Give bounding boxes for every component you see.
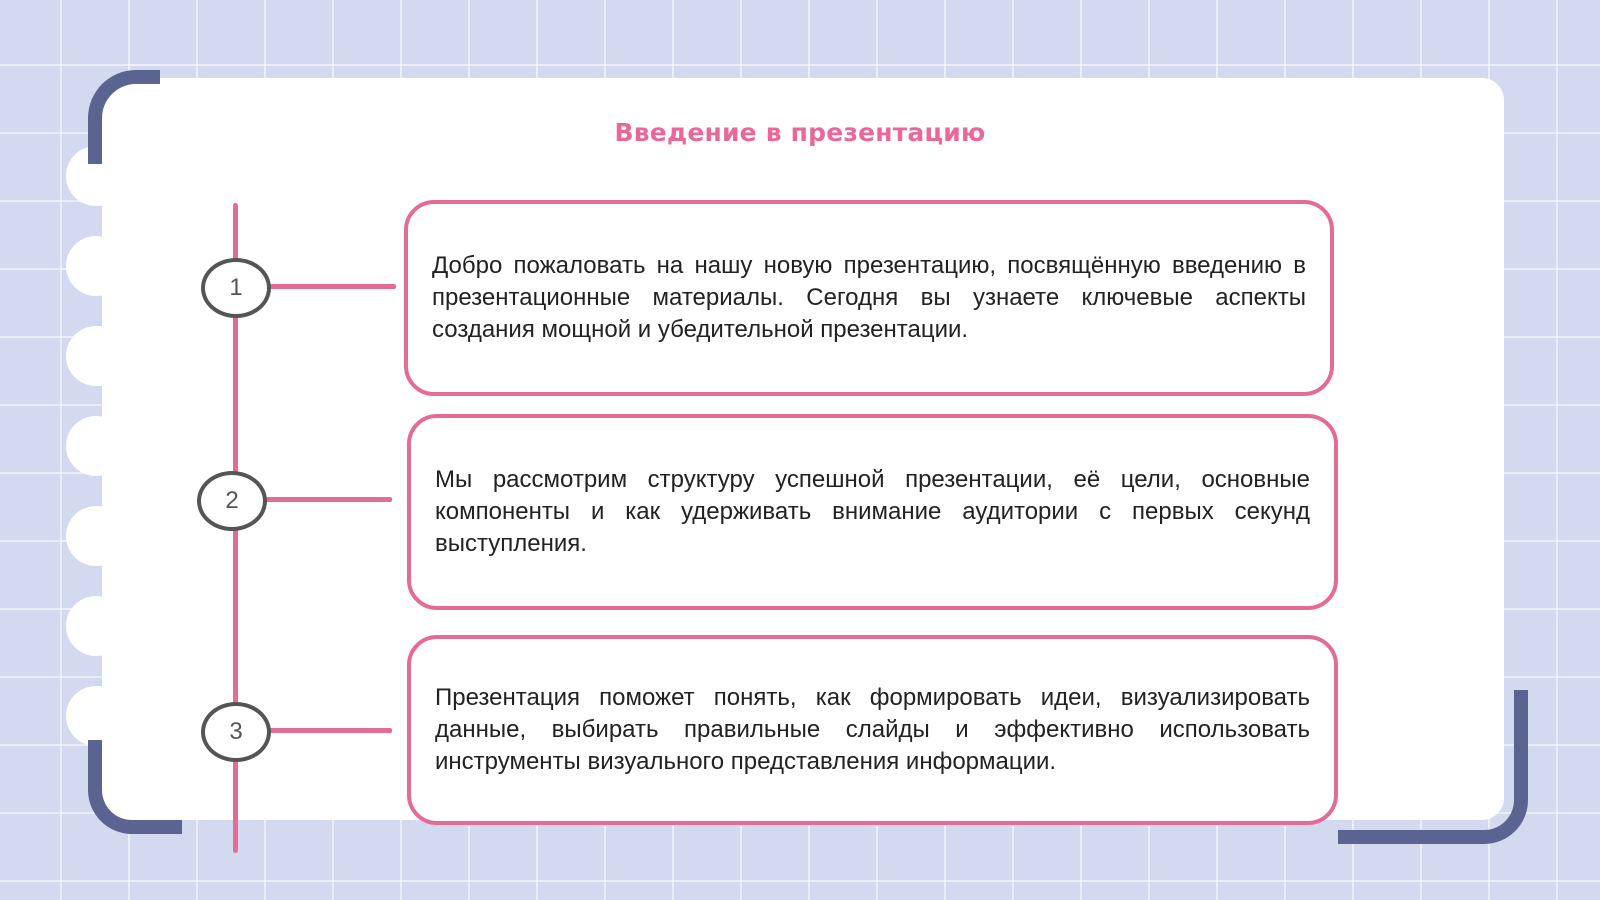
step-marker-3	[201, 702, 271, 762]
timeline-connector	[262, 497, 392, 502]
step-number: 2	[225, 487, 239, 514]
timeline-connector	[266, 284, 396, 289]
step-marker-1	[201, 258, 271, 318]
corner-bracket-bottom-left	[88, 740, 182, 834]
timeline-connector	[266, 728, 392, 733]
step-text: Мы рассмотрим структуру успешной презентации, её цели, основные компоненты и как удерживать внимание аудитории с первых секунд выступления.	[435, 466, 1310, 557]
step-textbox-3	[407, 635, 1338, 825]
slide-title: Введение в презентацию	[614, 118, 986, 147]
corner-bracket-top-left	[88, 70, 160, 164]
step-number: 1	[229, 274, 243, 301]
step-marker-2	[197, 471, 267, 531]
step-textbox-2	[407, 414, 1338, 610]
corner-bracket-bottom-right	[1338, 690, 1528, 844]
step-number: 3	[229, 718, 243, 745]
step-textbox-1	[404, 200, 1334, 396]
step-text: Презентация поможет понять, как формировать идеи, визуализировать данные, выбирать правильные слайды и эффективно использовать инструменты визуального представления информации.	[435, 684, 1310, 775]
step-text: Добро пожаловать на нашу новую презентацию, посвящённую введению в презентационные материалы. Сегодня вы узнаете ключевые аспекты создания мощной и убедительной презентации.	[432, 252, 1306, 343]
